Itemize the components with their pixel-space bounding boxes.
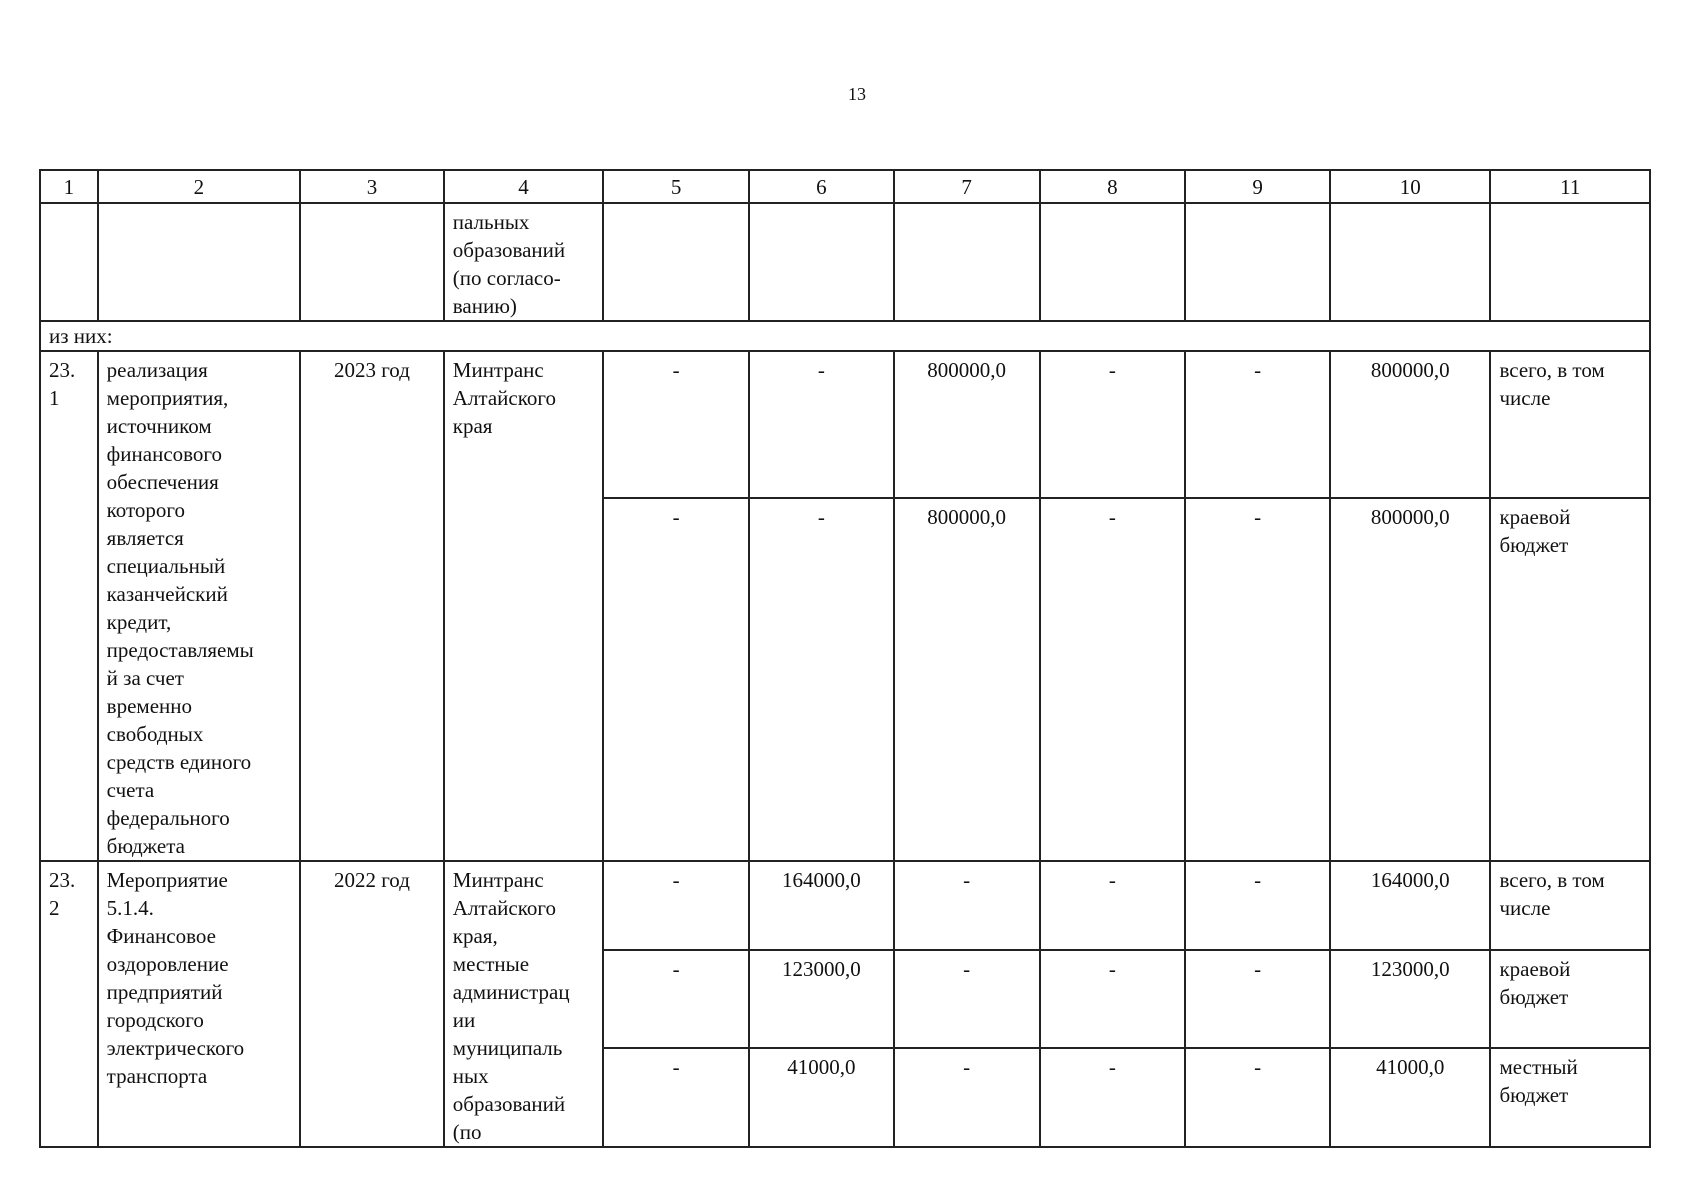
value-cell: - <box>1185 351 1330 498</box>
value-cell: - <box>1040 498 1186 861</box>
value-cell: - <box>1185 861 1330 950</box>
row-description: Мероприятие 5.1.4. Финансовое оздоровление предприятий городского электрического транспорта <box>98 861 300 1147</box>
column-header: 3 <box>300 170 444 203</box>
row-year: 2023 год <box>300 351 444 861</box>
table-cell <box>1490 203 1650 321</box>
section-label: из них: <box>40 321 1650 351</box>
funding-source: краевой бюджет <box>1490 498 1650 861</box>
row-executor: Минтранс Алтайского края <box>444 351 603 861</box>
column-header: 7 <box>894 170 1040 203</box>
funding-source: всего, в том числе <box>1490 351 1650 498</box>
value-cell: - <box>1040 1048 1186 1147</box>
funding-source: всего, в том числе <box>1490 861 1650 950</box>
value-cell: - <box>749 498 894 861</box>
value-cell: 41000,0 <box>749 1048 894 1147</box>
table-cell <box>749 203 894 321</box>
value-cell: 800000,0 <box>894 351 1040 498</box>
table-row <box>40 861 1650 950</box>
funding-source: местный бюджет <box>1490 1048 1650 1147</box>
row-year: 2022 год <box>300 861 444 1147</box>
row-description: реализация мероприятия, источником финансового обеспечения которого является специальный казанчейский кредит, предоставляемы й за счет временно свободных средств единого счета федерального бюджета <box>98 351 300 861</box>
value-cell: - <box>603 950 749 1049</box>
value-cell: - <box>1185 1048 1330 1147</box>
table-cell <box>300 203 444 321</box>
value-cell: - <box>603 1048 749 1147</box>
table-cell <box>98 203 300 321</box>
column-header: 4 <box>444 170 603 203</box>
value-cell: - <box>1040 351 1186 498</box>
column-header: 11 <box>1490 170 1650 203</box>
value-cell: 164000,0 <box>749 861 894 950</box>
value-cell: 800000,0 <box>894 498 1040 861</box>
column-header: 6 <box>749 170 894 203</box>
column-header: 9 <box>1185 170 1330 203</box>
budget-table <box>39 169 1651 1148</box>
value-cell: 800000,0 <box>1330 498 1490 861</box>
value-cell: - <box>749 351 894 498</box>
executor-cell: пальных образований (по согласо- ванию) <box>444 203 603 321</box>
value-cell: - <box>603 498 749 861</box>
section-row <box>40 321 1650 351</box>
table-cell <box>40 203 98 321</box>
table-cell <box>894 203 1040 321</box>
column-header-row <box>40 170 1650 203</box>
table-row <box>40 351 1650 498</box>
value-cell: - <box>894 1048 1040 1147</box>
funding-source: краевой бюджет <box>1490 950 1650 1049</box>
column-header: 10 <box>1330 170 1490 203</box>
column-header: 5 <box>603 170 749 203</box>
row-number: 23. 2 <box>40 861 98 1147</box>
value-cell: - <box>603 861 749 950</box>
value-cell: - <box>603 351 749 498</box>
value-cell: 164000,0 <box>1330 861 1490 950</box>
value-cell: - <box>894 950 1040 1049</box>
value-cell: - <box>1040 950 1186 1049</box>
table-cell <box>1185 203 1330 321</box>
page-number: 13 <box>848 84 866 104</box>
row-executor: Минтранс Алтайского края, местные администрац ии муниципаль ных образований (по <box>444 861 603 1147</box>
value-cell: 123000,0 <box>1330 950 1490 1049</box>
table-cell <box>603 203 749 321</box>
value-cell: - <box>1185 950 1330 1049</box>
value-cell: - <box>1040 861 1186 950</box>
value-cell: 800000,0 <box>1330 351 1490 498</box>
column-header: 2 <box>98 170 300 203</box>
value-cell: 41000,0 <box>1330 1048 1490 1147</box>
value-cell: - <box>894 861 1040 950</box>
value-cell: - <box>1185 498 1330 861</box>
continuation-row <box>40 203 1650 321</box>
row-number: 23. 1 <box>40 351 98 861</box>
column-header: 8 <box>1040 170 1186 203</box>
table-cell <box>1330 203 1490 321</box>
value-cell: 123000,0 <box>749 950 894 1049</box>
table-cell <box>1040 203 1186 321</box>
column-header: 1 <box>40 170 98 203</box>
